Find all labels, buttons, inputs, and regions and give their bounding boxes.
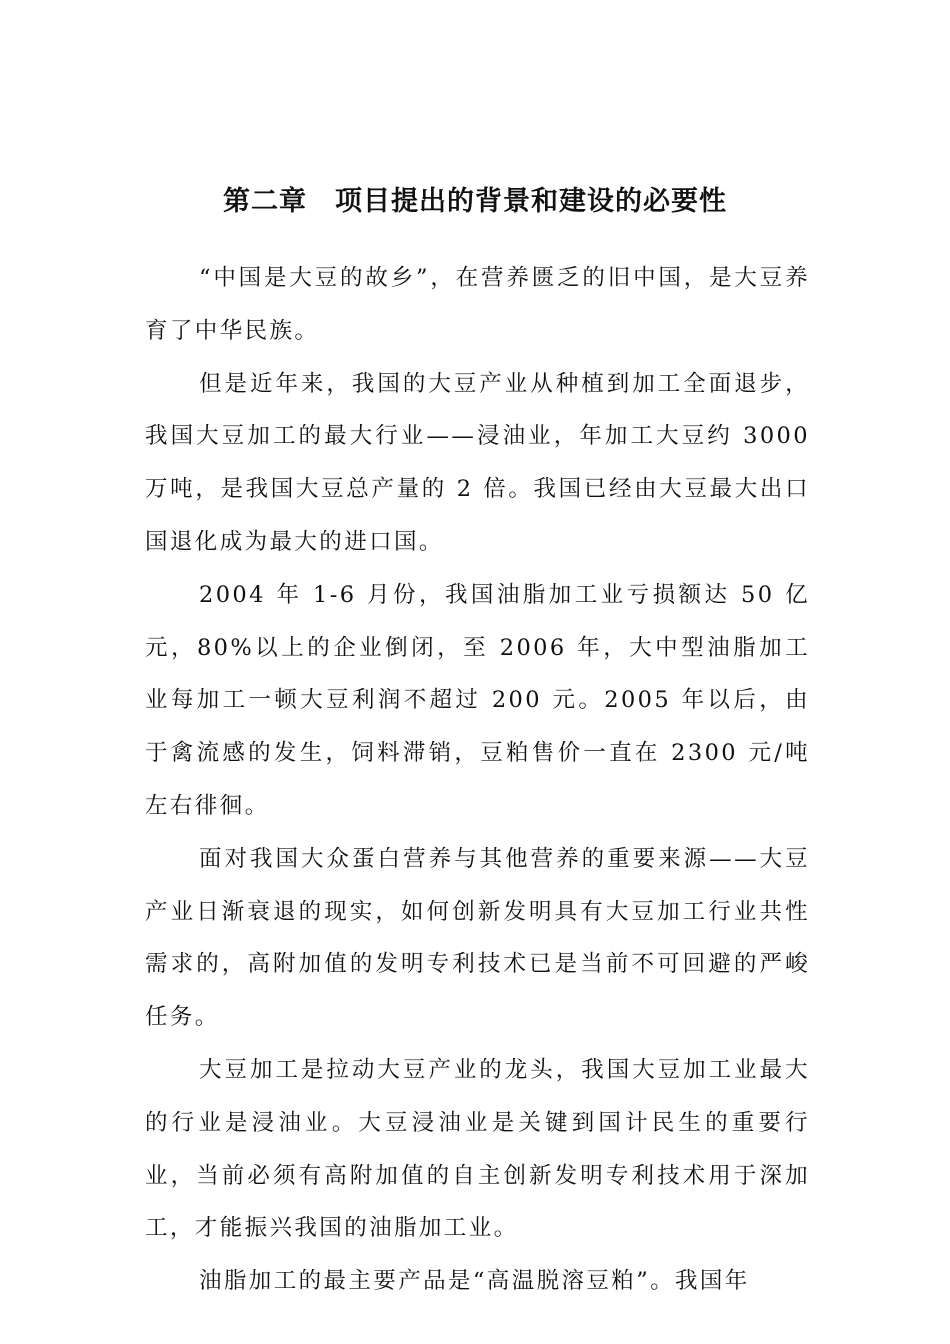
body-text (145, 252, 810, 1308)
paragraph-1: “中国是大豆的故乡”，在营养匮乏的旧中国，是大豆养育了中华民族。 (145, 265, 810, 344)
paragraph-4: 面对我国大众蛋白营养与其他营养的重要来源——大豆产业日渐衰退的现实，如何创新发明具有大豆加工行业共性需求的，高附加值的发明专利技术已是当前不可回避的严峻任务。 (145, 845, 810, 1031)
paragraph-3: 2004 年 1-6 月份，我国油脂加工业亏损额达 50 亿元，80%以上的企业倒闭，至 2006 年，大中型油脂加工业每加工一顿大豆利润不超过 200 元。2005 年以后，由于禽流感的发生，饲料滞销，豆粕售价一直在 2300 元/吨左右徘徊。 (145, 581, 810, 819)
chapter-title: 第二章 项目提出的背景和建设的必要性 (223, 186, 727, 217)
paragraph-2: 但是近年来，我国的大豆产业从种植到加工全面退步，我国大豆加工的最大行业——浸油业，年加工大豆约 3000 万吨，是我国大豆总产量的 2 倍。我国已经由大豆最大出口国退化成为最大的进口国。 (145, 370, 810, 555)
paragraph-5: 大豆加工是拉动大豆产业的龙头，我国大豆加工业最大的行业是浸油业。大豆浸油业是关键到国计民生的重要行业，当前必须有高附加值的自主创新发明专利技术用于深加工，才能振兴我国的油脂加工业。 (145, 1056, 810, 1242)
paragraph-6: 油脂加工的最主要产品是“高温脱溶豆粕”。我国年 (199, 1268, 750, 1295)
